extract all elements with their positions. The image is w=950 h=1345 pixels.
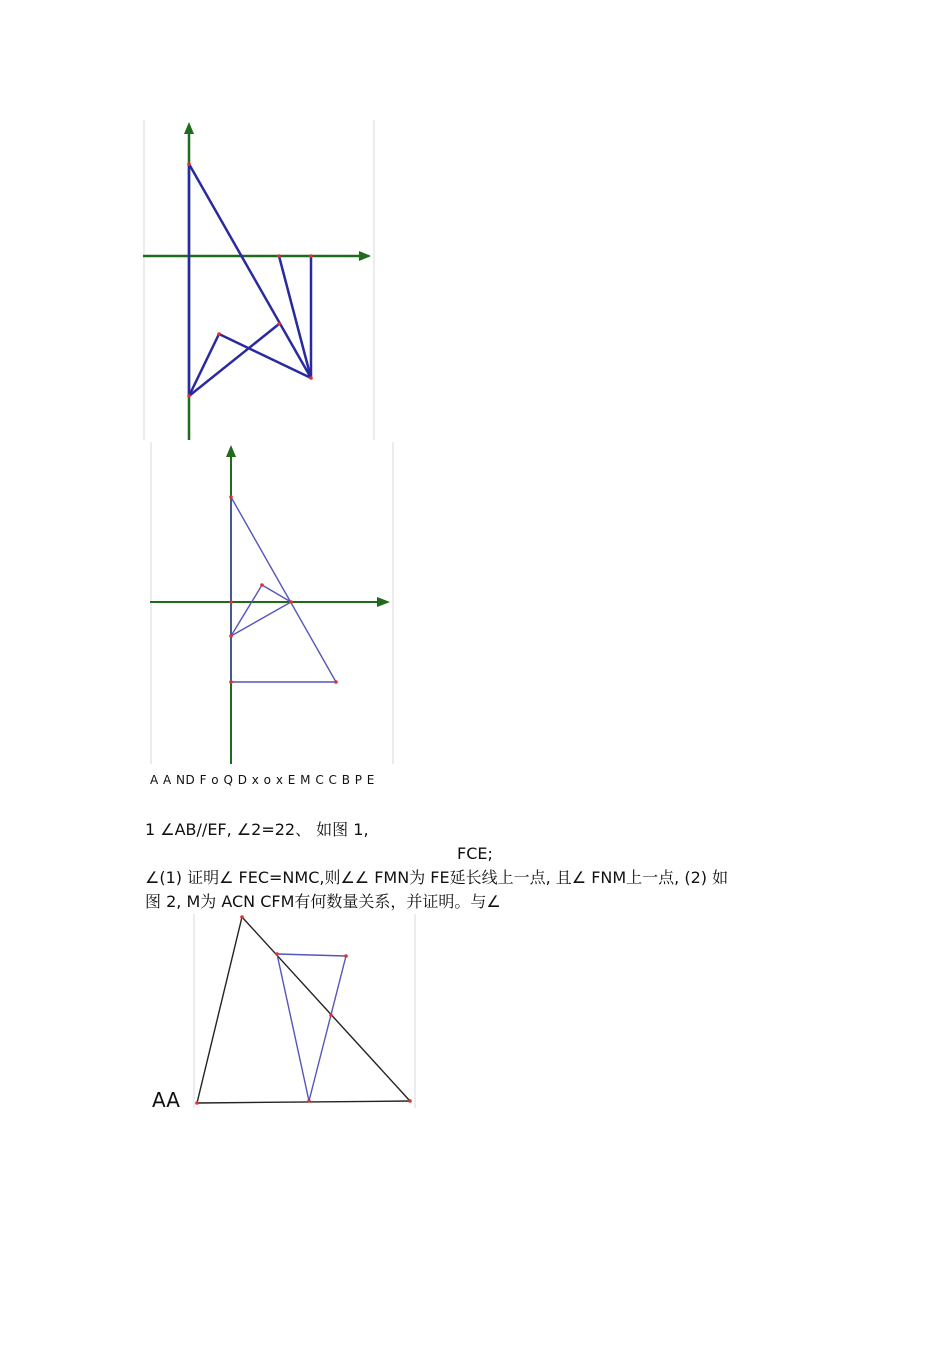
figure-1 <box>143 120 375 440</box>
y-axis-arrow-icon <box>184 122 194 134</box>
figure-2-diagram <box>150 442 394 764</box>
figure-1-lines <box>189 164 311 396</box>
figure-2 <box>150 442 394 764</box>
figure-2-axes <box>150 450 386 764</box>
x-axis-arrow-icon <box>377 597 390 607</box>
figure-2-lines <box>231 497 336 682</box>
figure-3-inner-triangle <box>277 954 346 1101</box>
figure-3 <box>193 914 417 1108</box>
figure-3-diagram <box>193 914 417 1108</box>
figure-3-label: AA <box>152 1088 180 1112</box>
y-axis-arrow-icon <box>226 445 236 457</box>
problem-line-1: 1 ∠AB//EF, ∠2=22、 如图 1, <box>145 820 369 839</box>
problem-line-3: ∠(1) 证明∠ FEC=NMC,则∠∠ FMN为 FE延长线上一点, 且∠ FNM上一点, (2) 如 <box>145 868 729 887</box>
figure-labels-row: A A ND F o Q D x o x E M C C B P E <box>150 773 375 787</box>
problem-line-2: FCE; <box>457 844 493 863</box>
problem-line-4: 图 2, M为 ACN CFM有何数量关系，并证明。与∠ <box>145 892 501 911</box>
figure-1-diagram <box>143 120 375 440</box>
x-axis-arrow-icon <box>359 251 371 261</box>
